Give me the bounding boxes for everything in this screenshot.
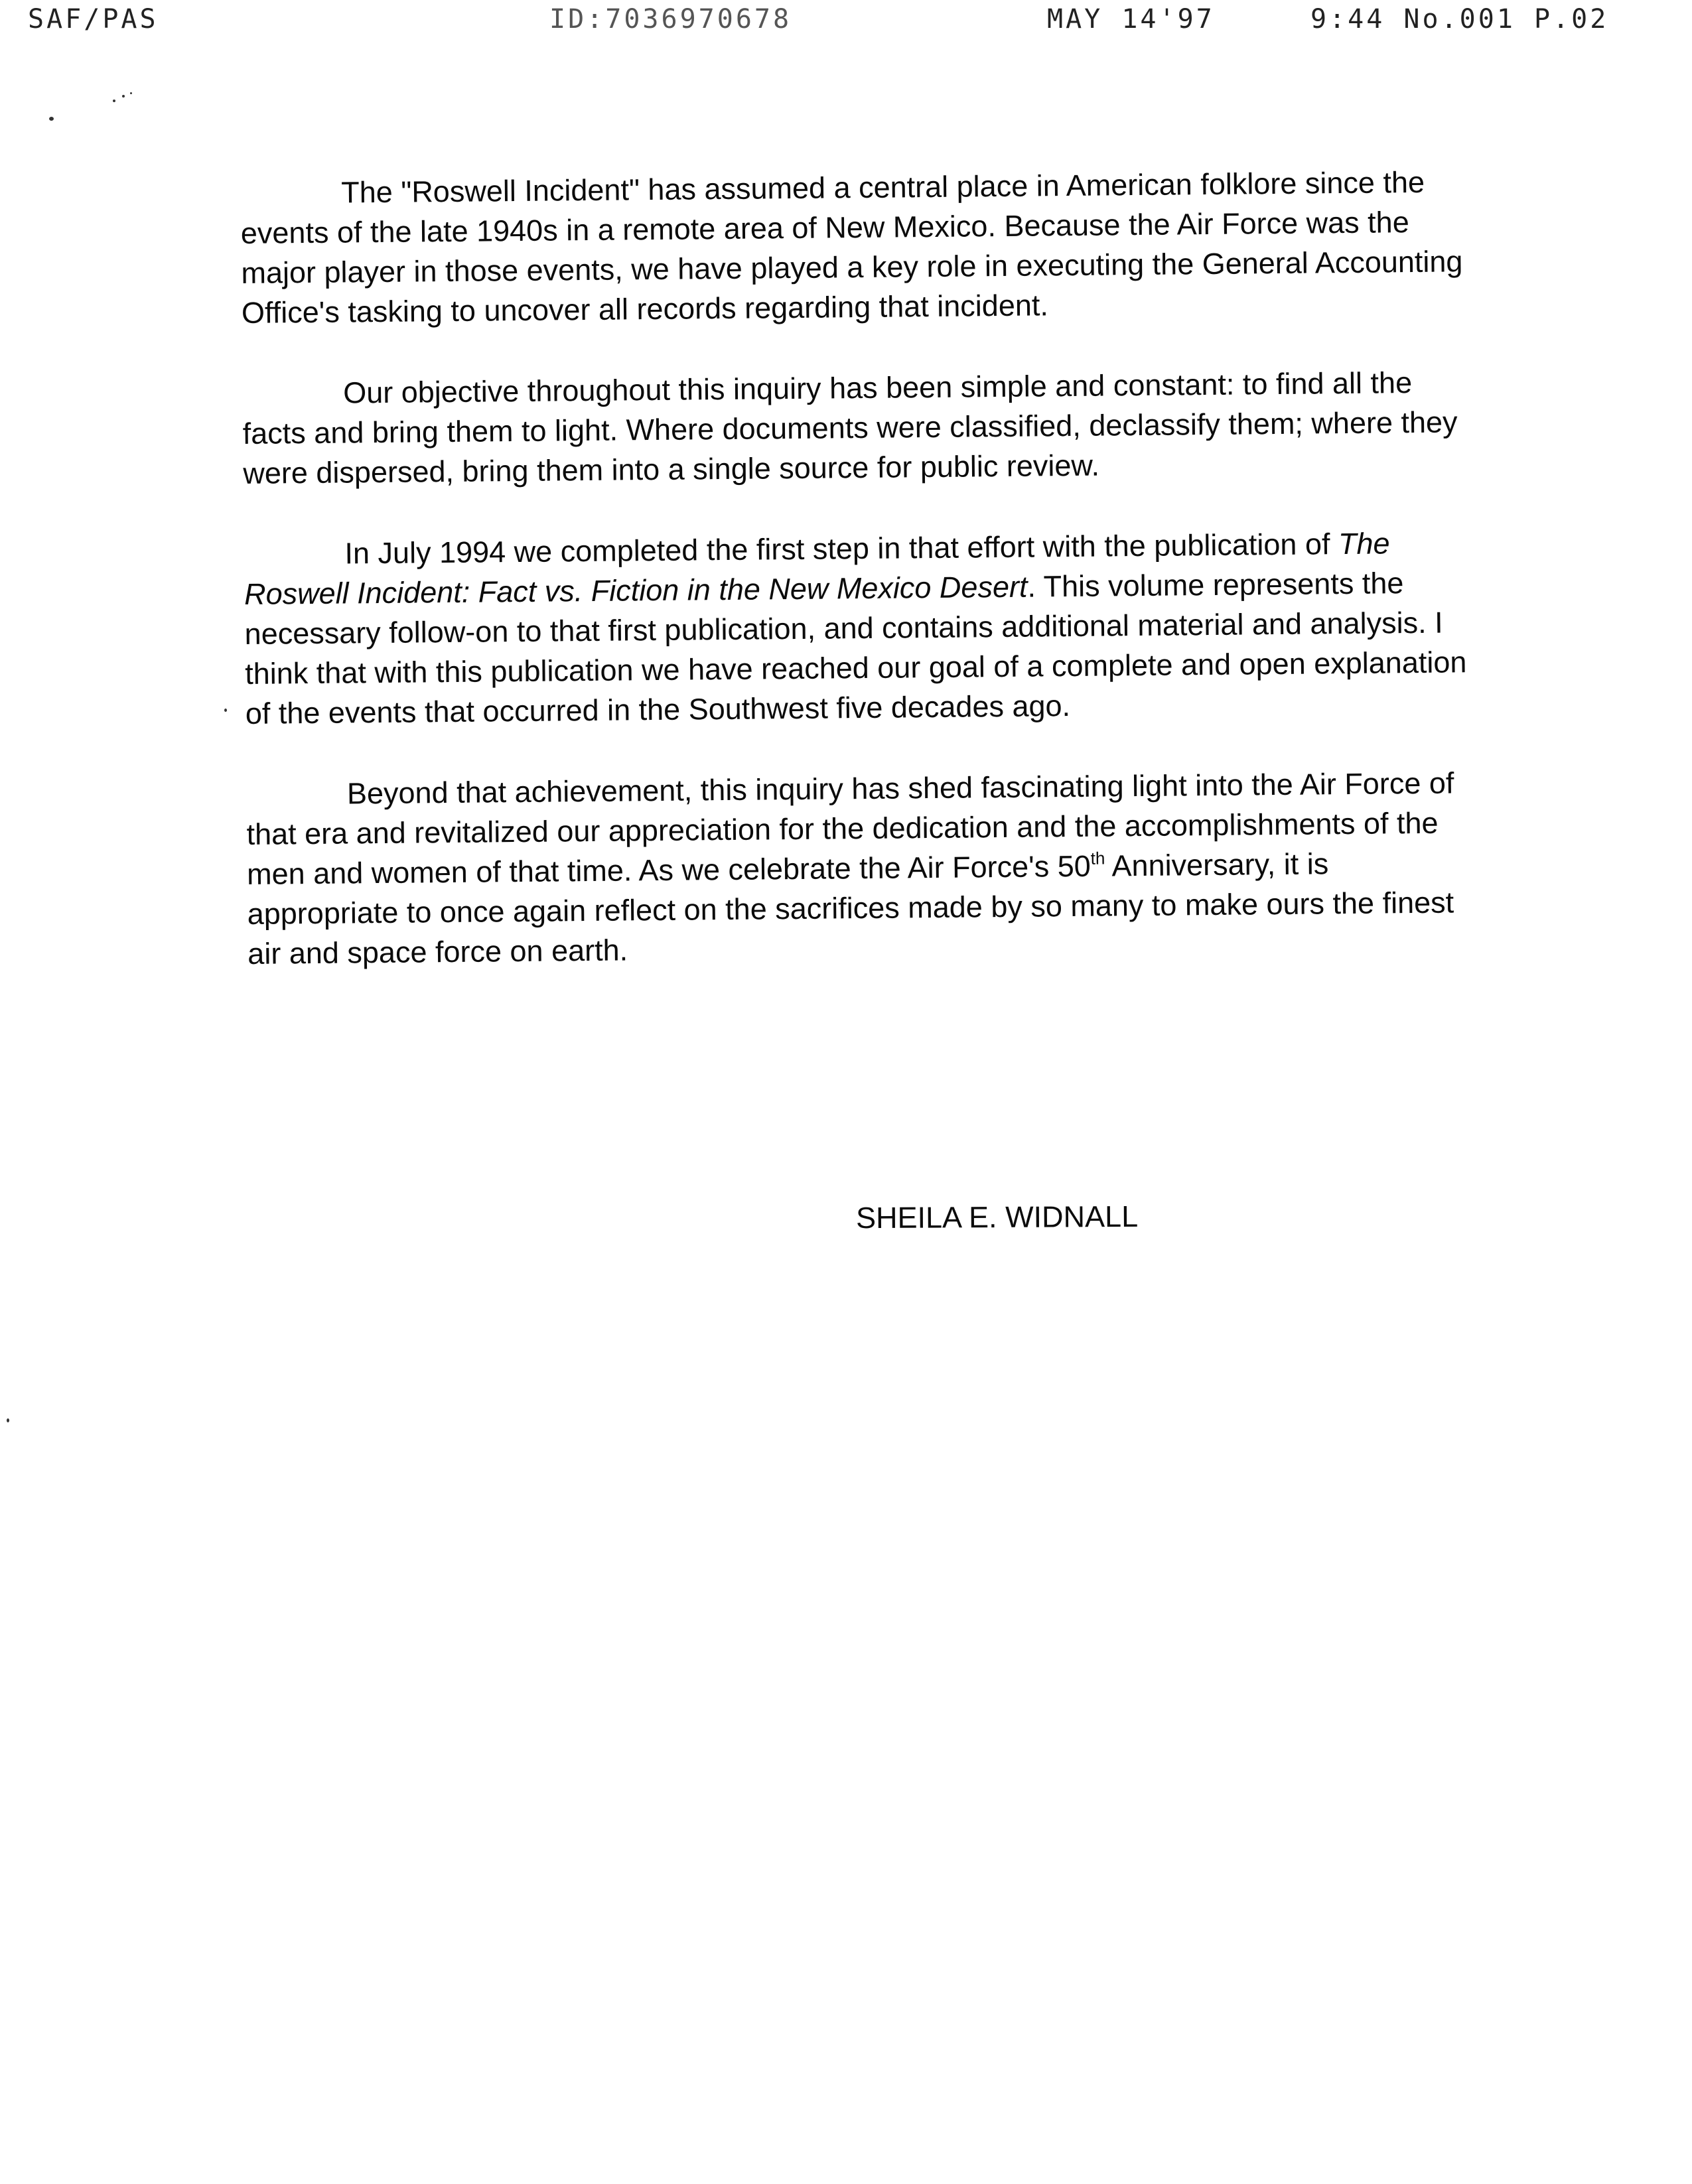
paragraph-3-text-end: . This volume represents the necessary follow-on to that first publication, and contains additional material and analysis. I think that with this publication we have reached our goal of a complete and open explanation of the events that occurred in the Southwest five decades ago. xyxy=(244,566,1467,730)
paragraph-2 xyxy=(242,362,1478,494)
paragraph-4 xyxy=(246,763,1482,974)
scan-speck xyxy=(7,1418,9,1422)
paragraph-4-text-start: Beyond that achievement, this inquiry has shed fascinating light into the Air Force of that era and revitalized our appreciation for the dedication and the accomplishments of the men and women of that time. As we celebrate the Air Force's 50 xyxy=(246,766,1454,891)
paragraph-4-text-end: Anniversary, it is appropriate to once again reflect on the sacrifices made by so many to make ours the finest air and space force on earth. xyxy=(247,847,1454,971)
paragraph-1-text: The "Roswell Incident" has assumed a central place in American folklore since the events of the late 1940s in a remote area of New Mexico. Because the Air Force was the major player in those events, we have played a key role in executing the General Accounting Office's tasking to uncover all records regarding that incident. xyxy=(240,165,1463,330)
ordinal-suffix: th xyxy=(1090,848,1105,868)
fax-sender: SAF/PAS xyxy=(28,4,159,34)
scan-speck xyxy=(224,709,227,712)
paragraph-1 xyxy=(240,162,1476,333)
fax-header xyxy=(0,0,1692,46)
paragraph-2-text: Our objective throughout this inquiry has been simple and constant: to find all the facts and bring them to light. Where documents were classified, declassify them; where they were dispersed, bring them into a single source for public review. xyxy=(242,366,1458,490)
fax-id: ID:7036970678 xyxy=(549,4,792,34)
fax-time-page: 9:44 No.001 P.02 xyxy=(1310,4,1609,34)
scan-speck xyxy=(49,117,54,121)
publication-title: The Roswell Incident: Fact vs. Fiction in the New Mexico Desert xyxy=(244,526,1390,611)
scan-speck xyxy=(122,95,125,98)
paragraph-3 xyxy=(244,523,1480,734)
letter-body xyxy=(240,162,1482,1015)
signature-name: SHEILA E. WIDNALL xyxy=(855,1199,1139,1235)
paragraph-3-text-start: In July 1994 we completed the first step in that effort with the publication of xyxy=(344,527,1339,571)
scan-speck xyxy=(113,100,115,102)
fax-date: MAY 14'97 xyxy=(1047,4,1215,34)
scan-speck xyxy=(130,92,132,94)
